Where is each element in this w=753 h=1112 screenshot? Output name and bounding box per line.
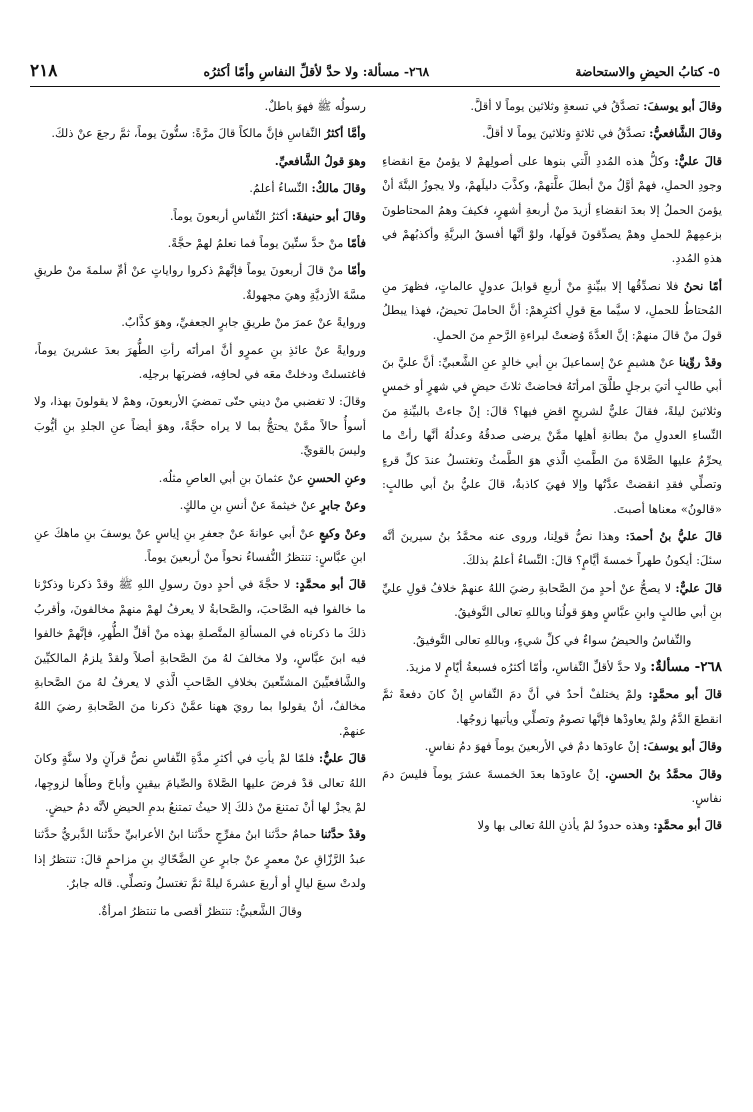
paragraph-text: وكلُّ هذه المُددِ الَّتي بنوها على أصولِهمْ لا يؤمنُ معَ انقضاءِ وجودِ الحملِ، فهمْ أوَّلُ منْ أبطلَ علَّتهمْ، وكذَّبَ دليلَهمْ، ولا يجوزُ البتَّةَ أنْ يؤمنَ الحملُ إلا بعدَ انقضاءِ أزيدَ منْ أربعةِ أشهرٍ، فكيفَ وهمُ المحتاطونَ بزعمِهمْ للحملِ وهمْ يصدِّقونَ قولَها، ولوْ أنَّها أفسقُ البريَّةِ وأكذبُهمْ في هذهِ المُددِ. <box>382 153 722 266</box>
paragraph <box>34 899 366 923</box>
paragraph-text: والنِّفاسُ والحيضُ سواءٌ في كلِّ شيءٍ، وباللهِ تعالى التَّوفيقُ. <box>412 632 692 647</box>
paragraph <box>34 572 366 743</box>
paragraph-text: وقالَ: لا تغضبي منْ ديني حتّى تمضيَ الأربعونَ، وهمْ لا يقولونَ بهذا، ولا أسوأُ حالاً ممَّنْ يحتجُّ بما لا يراه حجَّةً، وهوَ أيضاً عنِ الجلدِ بنِ أيُّوبَ وليسَ بالقويِّ. <box>34 394 366 458</box>
paragraph-text: لا يصحُّ عنْ أحدٍ منَ الصَّحابةِ رضيَ اللهُ عنهمْ خلافُ قولِ عليِّ بنِ أبي طالبٍ وابنِ عبَّاسٍ وهوَ قولُنا وباللهِ تعالى التَّوفيقُ. <box>382 580 722 620</box>
paragraph-lead: قالَ أبو محمَّدٍ: <box>653 818 722 833</box>
paragraph <box>34 822 366 895</box>
paragraph <box>34 231 366 255</box>
paragraph-text: ولمْ يختلفْ أحدٌ في أنَّ دمَ النِّفاسِ إنْ كانَ دفعةً ثمَّ انقطعَ الدَّمُ ولمْ يعاودْها فإنَّها تصومُ وتصلِّي ويأتيها زوجُها. <box>382 687 722 726</box>
paragraph <box>34 746 366 819</box>
paragraph-lead: وقالَ أبو حنيفةَ: <box>291 208 366 223</box>
paragraph-text: وروايةً عنْ عائذِ بنِ عمرٍو أنَّ امرأتَه رأتِ الطُّهرَ بعدَ عشرينَ يوماً، فاغتسلتْ ودخلتْ معَه في لحافِه، فضربَها برجلِه. <box>34 342 366 382</box>
paragraph-text: أكثرُ النِّفاسِ أربعونَ يوماً. <box>169 208 292 223</box>
paragraph-text: وروايةً عنْ عمرَ منْ طريقِ جابرٍ الجعفيِّ، وهوَ كذَّابٌ. <box>121 315 366 330</box>
paragraph <box>382 762 722 811</box>
paragraph <box>382 734 722 758</box>
paragraph-text: رسولُه ﷺ فهوَ باطلٌ. <box>264 99 366 113</box>
paragraph-lead: قالَ عليُّ بنُ أحمدَ: <box>625 528 722 543</box>
running-header <box>30 58 720 84</box>
paragraph <box>382 149 722 271</box>
paragraph-lead: قالَ أبو محمَّدٍ: <box>648 687 723 702</box>
paragraph-lead: وعنْ وكيعٍ <box>319 525 366 540</box>
paragraph-lead: وهوَ قولُ الشَّافعيِّ. <box>274 153 366 168</box>
paragraph <box>382 655 722 679</box>
paragraph <box>34 149 366 173</box>
paragraph-text: عنْ عثمانَ بنِ أبي العاصِ مثلُه. <box>158 470 308 485</box>
page-number: ٢١٨ <box>30 61 58 81</box>
chapter-title: ٥- كتابُ الحيضِ والاستحاضة <box>575 63 720 79</box>
paragraph <box>382 628 722 652</box>
paragraph-text: إنْ عاودَها دمٌ في الأربعينَ يوماً فهوَ دمُ نفاسٍ. <box>424 739 644 754</box>
paragraph-lead: قالَ عليٌّ: <box>675 580 722 595</box>
paragraph-text: منْ حدَّ ستِّينَ يوماً فما نعلمُ لهمْ حجَّةً. <box>167 236 348 251</box>
paragraph-lead: وقالَ مالكٌ: <box>311 181 366 196</box>
paragraph <box>382 682 722 731</box>
paragraph-text: النِّفاسِ فإنَّ مالكاً قالَ مرَّةً: ستُّونَ يوماً، ثمَّ رجعَ عنْ ذلكَ. <box>51 126 325 141</box>
paragraph-lead: وعنْ جابرٍ <box>320 498 366 513</box>
paragraph-lead: فأمّا <box>347 236 366 251</box>
paragraph <box>382 576 722 625</box>
paragraph-lead: وقدْ حدَّثنا <box>320 827 366 842</box>
paragraph <box>34 94 366 118</box>
section-title: ٢٦٨- مسألة: ولا حدَّ لأقلِّ النفاسِ وأمّا أكثرُه <box>203 63 430 79</box>
paragraph-lead: وقالَ أبو يوسفَ: <box>643 739 722 754</box>
paragraph <box>34 258 366 307</box>
paragraph-text: ولا حدَّ لأقلِّ النِّفاسِ، وأمّا أكثرُه فسبعةُ أيّامٍ لا مزيدَ. <box>405 659 651 674</box>
paragraph-lead: وقالَ محمَّدُ بنُ الحسنِ. <box>604 766 722 781</box>
paragraph-lead: أمّا نحنُ <box>683 278 722 293</box>
paragraph-text: تصدَّقُ في تسعةٍ وثلاثين يوماً لا أقلَّ. <box>470 99 644 113</box>
paragraph <box>34 389 366 462</box>
paragraph <box>34 310 366 334</box>
paragraph <box>34 466 366 490</box>
paragraph-text: عنْ أبي عوانةَ عنْ جعفرِ بنِ إياسٍ عنْ يوسفَ بنِ ماهكَ عنِ ابنِ عبَّاسٍ: تنتظرُ النُّفساءُ نحواً منْ أربعينَ يوماً. <box>34 525 366 564</box>
right-column <box>382 94 722 841</box>
paragraph <box>34 338 366 387</box>
paragraph-lead: قالَ أبو محمَّدٍ: <box>295 577 366 592</box>
paragraph-text: لا حجَّةَ في أحدٍ دونَ رسولِ اللهِ ﷺ وقدْ ذكرنا وذكرْنا ما خالفوا فيه الصَّاحبَ، والصَّحابةُ لا يعرفُ لهمْ منهمْ مخالفونَ، وأقربُ ذلكَ ما ذكرناه في المسألةِ المتَّصلةِ بهذه منْ أقلِّ الطُّهرِ، فإنَّهمْ خالفوا فيه ابنَ عبَّاسٍ، ولا مخالفَ لهُ منَ الصَّحابةِ أصلاً ولقدْ يلزمُ المالكيِّينَ والشَّافعيِّينَ المشنِّعينَ بخلافِ الصَّاحبِ الَّذي لا يعرفُ لهُ منَ الصَّحابةِ مخالفٌ، أنْ يقولوا بما رويَ ههنا عمَّنْ ذكرنا منَ الصَّحابةِ رضيَ اللهُ عنهمْ. <box>34 577 366 738</box>
paragraph <box>34 493 366 517</box>
paragraph-lead: وعنِ الحسنِ <box>307 470 366 485</box>
paragraph-text: فلا نصدِّقُها إلا ببيِّنةٍ منْ أربعِ قوابلَ عدولٍ عالماتٍ، فظهرَ منِ المُحتاطُ للحملِ، لا سيَّما معَ قولِ أكثرِهمْ: أنَّ الحاملَ تحيضُ، فهذا يبطلُ قولَ منْ قالَ منهمْ: إنَّ العدَّةَ وُضعتْ لبراءةِ الرَّحمِ منَ الحملِ. <box>382 278 722 342</box>
left-column <box>34 94 366 926</box>
paragraph <box>382 121 722 145</box>
paragraph <box>382 813 722 837</box>
paragraph-lead: وقدْ روِّينا <box>679 355 723 370</box>
paragraph <box>382 524 722 573</box>
paragraph <box>382 350 722 521</box>
paragraph-text: وهذه حدودٌ لمْ يأذنِ اللهُ تعالى بها ولا <box>477 818 654 833</box>
paragraph-text: تصدَّقُ في ثلاثةٍ وثلاثينَ يوماً لا أقلَّ. <box>482 126 650 141</box>
paragraph-text: وهذا نصُّ قولِنا، وروى عنه محمَّدُ بنُ سيرينَ أنَّه سئلَ: أيكونُ طهراً خمسةَ أيَّامٍ؟ قالَ: النِّساءُ أعلمُ بذلكَ. <box>382 528 722 568</box>
paragraph-lead: وقالَ الشَّافعيُّ: <box>649 126 722 141</box>
paragraph-text: إنْ عاودَها بعدَ الخمسةَ عشرَ يوماً فليسَ دمَ نفاسٍ. <box>382 766 722 805</box>
header-rule <box>30 86 720 87</box>
paragraph <box>382 274 722 347</box>
paragraph-text: حمامٌ حدَّثنا ابنُ مفرِّجٍ حدَّثنا ابنُ الأعرابيِّ حدَّثنا الدَّبريُّ حدَّثنا عبدُ الرَّزّاقِ عنْ معمرٍ عنْ جابرٍ عنِ الضَّحّاكِ بنِ مزاحمٍ قالَ: تنتظرُ إذا ولدتْ سبعَ ليالٍ أو أربعَ عشرةَ ليلةً ثمَّ تغتسلُ وتصلِّي. قاله جابرٌ. <box>34 827 366 891</box>
paragraph-text: عنْ خيثمةَ عنْ أنسِ بنِ مالكٍ. <box>179 498 321 513</box>
paragraph-text: وقالَ الشَّعبيُّ: تنتظرُ أقصى ما تنتظرُ امرأةٌ. <box>97 903 303 918</box>
paragraph <box>382 94 722 118</box>
paragraph-lead: وأمَّا أكثرُ <box>324 126 366 141</box>
paragraph-text: النِّساءُ أعلمُ. <box>249 181 312 196</box>
paragraph-text: منْ قالَ أربعونَ يوماً فإنَّهمْ ذكروا رواياتٍ عنْ أمِّ سلمةَ منْ طريقِ مسَّةَ الأزديَّةِ وهيَ مجهولةٌ. <box>34 263 366 302</box>
paragraph <box>34 176 366 200</box>
paragraph-lead: قالَ عليٌّ: <box>318 751 367 766</box>
paragraph <box>34 521 366 570</box>
paragraph-lead: وأمّا <box>347 263 366 278</box>
paragraph-lead: وقالَ أبو يوسفَ: <box>643 99 722 113</box>
paragraph <box>34 204 366 228</box>
paragraph-text: فلمّا لمْ يأتِ في أكثرِ مدَّةِ النِّفاسِ نصُّ قرآنٍ ولا سنَّةٍ وكانَ اللهُ تعالى قدْ فرضَ عليها الصَّلاةَ والصِّيامَ بيقينٍ وأباحَ وطأَها لزوجِها، لمْ يجزْ لها أنْ تمتنعَ منْ ذلكَ إلا حيثُ تمتنعُ بدمِ الحيضِ لأنَّه دمُ حيضٍ. <box>34 751 366 814</box>
paragraph-text: عنْ هشيمٍ عنْ إسماعيلَ بنِ أبي خالدٍ عنِ الشَّعبيِّ: أنَّ عليَّ بنَ أبي طالبٍ أتيَ برجلٍ طلَّقَ امرأتَهُ فحاضتْ ثلاثَ حيضٍ في شهرٍ أو خمسٍ وثلاثينَ ليلةً، فقالَ عليٌّ لشريحٍ اقضِ فيها؟ قالَ: إنْ جاءتْ بالبيِّنةِ منَ النِّساءِ العدولِ منْ بطانةِ أهلِها ممَّنْ يرضى صدقُهُ وعدلُهُ أنَّها رأتْ ما يحرِّمُ عليها الصَّلاةَ منَ الطَّمثِ الَّذي هوَ الطَّمثُ وتغتسلُ عندَ كلِّ قرءٍ وتصلِّي فقدِ انقضتْ عدَّتُها وإلا فهيَ كاذبةٌ، قالَ عليُّ بنُ أبي طالبٍ: «قالونُ» معناها أصبتَ. <box>382 355 722 516</box>
paragraph <box>34 121 366 145</box>
paragraph-lead: ٢٦٨- مسألةٌ: <box>650 658 722 675</box>
paragraph-lead: قالَ عليٌّ: <box>674 153 722 168</box>
